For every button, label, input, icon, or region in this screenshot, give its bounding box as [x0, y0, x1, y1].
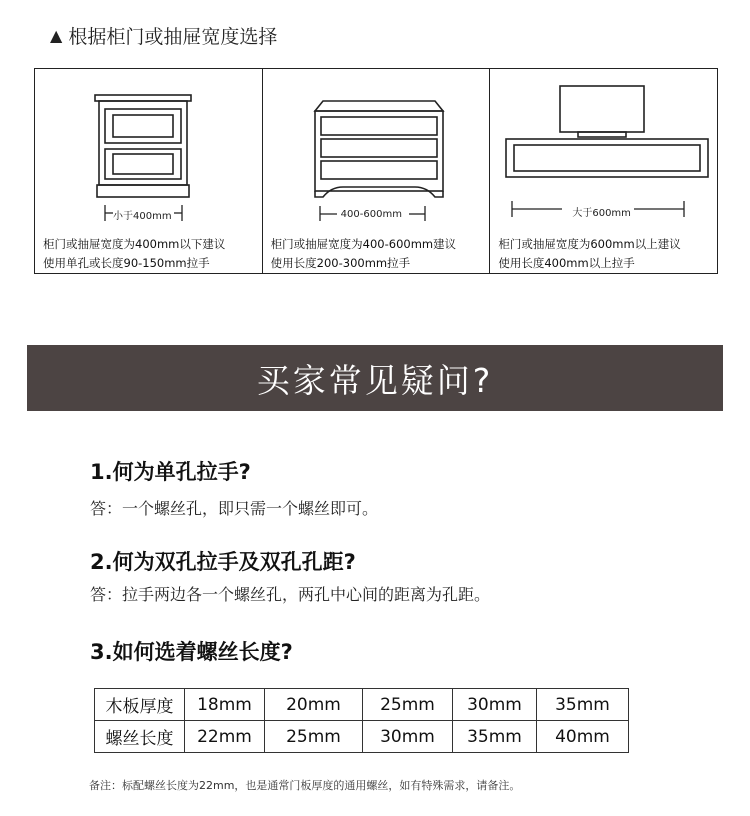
- footnote: 备注：标配螺丝长度为22mm，也是通常门板厚度的通用螺丝，如有特殊需求，请备注。: [89, 779, 521, 792]
- faq-answer: 答：一个螺丝孔，即只需一个螺丝即可。: [90, 499, 379, 518]
- table-cell: 25mm: [265, 721, 363, 753]
- table-cell: 22mm: [185, 721, 265, 753]
- screw-length-table: [94, 688, 629, 753]
- panel-medium: [263, 69, 491, 273]
- width-guide-panels: [34, 68, 718, 274]
- panel-description: 柜门或抽屉宽度为400mm以下建议 使用单孔或长度90-150mm拉手: [43, 237, 226, 270]
- panel-description: 柜门或抽屉宽度为400-600mm建议 使用长度200-300mm拉手: [270, 237, 457, 270]
- panel-description: 柜门或抽屉宽度为600mm以上建议 使用长度400mm以上拉手: [498, 237, 681, 270]
- faq-question: 1.何为单孔拉手?: [90, 460, 251, 484]
- table-cell: 35mm: [453, 721, 537, 753]
- dimension-label: 大于600mm: [572, 208, 631, 219]
- table-row: [95, 689, 629, 721]
- table-row: [95, 721, 629, 753]
- table-cell: 18mm: [185, 689, 265, 721]
- faq-banner: 买家常见疑问?: [27, 345, 723, 411]
- triangle-up-icon: ▲: [50, 25, 63, 45]
- table-cell: 30mm: [363, 721, 453, 753]
- panel-small: [35, 69, 263, 273]
- dimension-label: 400-600mm: [340, 209, 402, 220]
- table-cell: 木板厚度: [95, 689, 185, 721]
- faq-answer: 答：拉手两边各一个螺丝孔，两孔中心间的距离为孔距。: [90, 585, 491, 604]
- table-cell: 40mm: [537, 721, 629, 753]
- section-heading: [50, 22, 277, 49]
- panel-large: [490, 69, 717, 273]
- table-cell: 螺丝长度: [95, 721, 185, 753]
- table-cell: 20mm: [265, 689, 363, 721]
- dimension-label: 小于400mm: [113, 211, 172, 222]
- faq-question: 3.如何选着螺丝长度?: [90, 640, 293, 664]
- table-cell: 25mm: [363, 689, 453, 721]
- table-cell: 30mm: [453, 689, 537, 721]
- table-cell: 35mm: [537, 689, 629, 721]
- faq-question: 2.何为双孔拉手及双孔孔距?: [90, 550, 356, 574]
- section-heading-text: 根据柜门或抽屉宽度选择: [68, 26, 278, 48]
